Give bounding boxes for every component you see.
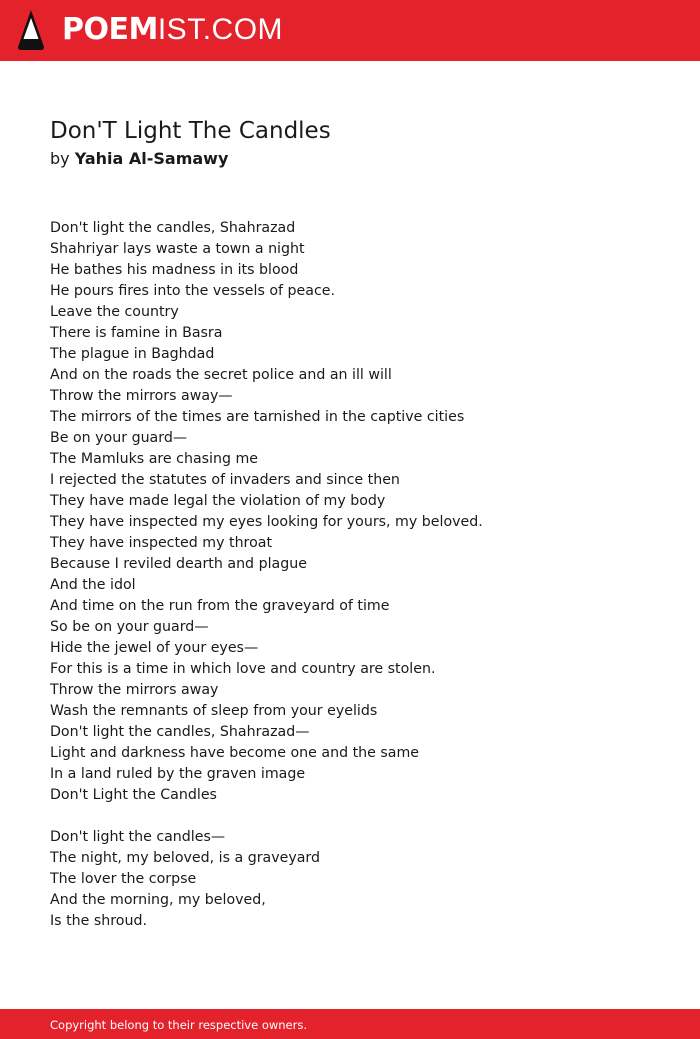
poem-line: So be on your guard— bbox=[50, 619, 209, 635]
poem-line: The mirrors of the times are tarnished in the captive cities bbox=[50, 409, 465, 425]
site-logo-link[interactable] bbox=[62, 12, 283, 48]
poem-line: He bathes his madness in its blood bbox=[50, 262, 299, 278]
poem-line: The night, my beloved, is a graveyard bbox=[50, 850, 321, 866]
poem-line: Don't light the candles— bbox=[50, 829, 226, 845]
poem-line: He pours fires into the vessels of peace. bbox=[50, 283, 336, 299]
poem-line: There is famine in Basra bbox=[50, 325, 223, 341]
poem-line: They have inspected my throat bbox=[50, 535, 273, 551]
poem-line: Light and darkness have become one and the same bbox=[50, 745, 420, 761]
brand-name-light: IST.COM bbox=[157, 13, 284, 46]
poem-line: Leave the country bbox=[50, 304, 179, 320]
poem-line: They have made legal the violation of my body bbox=[50, 493, 386, 509]
poem-line: Shahriyar lays waste a town a night bbox=[50, 241, 305, 257]
copyright-text: Copyright belong to their respective owners. bbox=[50, 1018, 308, 1032]
site-header bbox=[0, 0, 700, 61]
poem-body bbox=[50, 218, 670, 953]
poem-line: The lover the corpse bbox=[50, 871, 197, 887]
brand-name-bold: POEM bbox=[62, 12, 158, 47]
poem-line: And on the roads the secret police and an ill will bbox=[50, 367, 392, 383]
byline bbox=[50, 148, 228, 170]
poem-line: Hide the jewel of your eyes— bbox=[50, 640, 259, 656]
poem-line: In a land ruled by the graven image bbox=[50, 766, 306, 782]
poem-line: The Mamluks are chasing me bbox=[50, 451, 259, 467]
poem-line: Don't light the candles, Shahrazad bbox=[50, 220, 296, 236]
poem-line: They have inspected my eyes looking for yours, my beloved. bbox=[50, 514, 483, 530]
poem-line: Throw the mirrors away bbox=[50, 682, 219, 698]
poem-line: Throw the mirrors away— bbox=[50, 388, 233, 404]
poem-line: And the idol bbox=[50, 577, 136, 593]
author-name: Yahia Al-Samawy bbox=[74, 149, 229, 168]
poem-line: Because I reviled dearth and plague bbox=[50, 556, 307, 572]
poem-line: And time on the run from the graveyard of time bbox=[50, 598, 390, 614]
by-label: by bbox=[50, 149, 70, 168]
poem-line: Be on your guard— bbox=[50, 430, 188, 446]
poem-line: And the morning, my beloved, bbox=[50, 892, 266, 908]
site-footer bbox=[0, 1009, 700, 1039]
poem-line: For this is a time in which love and country are stolen. bbox=[50, 661, 436, 677]
poem-stanza bbox=[50, 827, 670, 932]
poem-line: Don't Light the Candles bbox=[50, 787, 217, 803]
poem-line: Wash the remnants of sleep from your eyelids bbox=[50, 703, 378, 719]
pencil-tip-icon[interactable] bbox=[16, 9, 46, 51]
poem-line: Don't light the candles, Shahrazad— bbox=[50, 724, 310, 740]
poem-title: Don'T Light The Candles bbox=[50, 118, 331, 144]
poem-line: I rejected the statutes of invaders and since then bbox=[50, 472, 400, 488]
poem-stanza bbox=[50, 218, 670, 806]
poem-line: The plague in Baghdad bbox=[50, 346, 215, 362]
poem-line: Is the shroud. bbox=[50, 913, 147, 929]
